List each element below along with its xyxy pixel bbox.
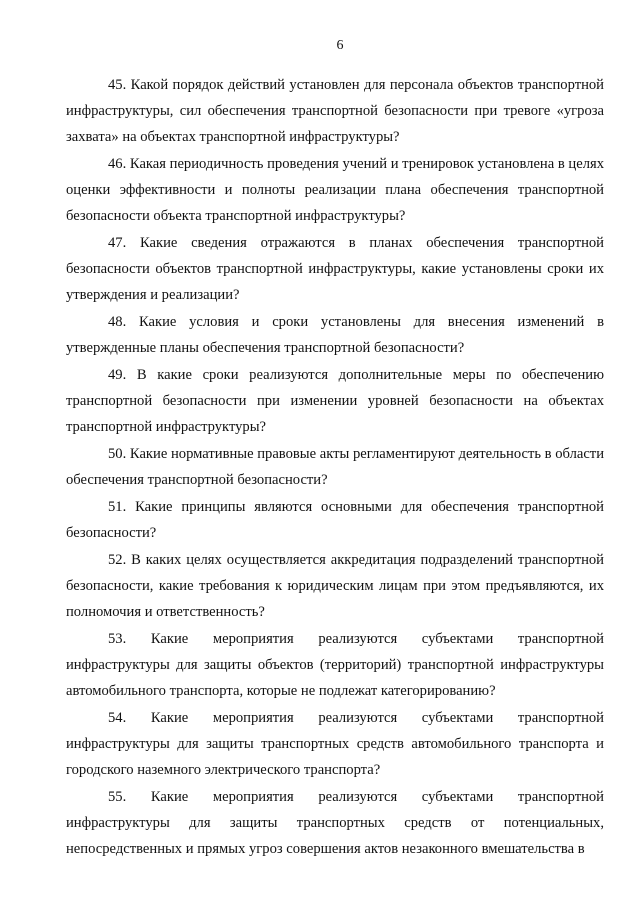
question-47: 47. Какие сведения отражаются в планах обеспечения транспортной безопасности объектов транспортной инфраструктуры, какие установлены сроки их утверждения и реализации?	[66, 235, 604, 303]
question-51: 51. Какие принципы являются основными для обеспечения транспортной безопасности?	[66, 499, 604, 541]
question-53: 53. Какие мероприятия реализуются субъектами транспортной инфраструктуры для защиты объектов (территорий) транспортной инфраструктуры автомобильного транспорта, которые не подлежат категорированию?	[66, 631, 604, 699]
question-49: 49. В какие сроки реализуются дополнительные меры по обеспечению транспортной безопасности при изменении уровней безопасности на объектах транспортной инфраструктуры?	[66, 367, 604, 435]
question-55: 55. Какие мероприятия реализуются субъектами транспортной инфраструктуры для защиты транспортных средств от потенциальных, непосредственных и прямых угроз совершения актов незаконного вмешательства в	[66, 789, 604, 857]
page-number: 6	[336, 38, 344, 53]
question-48: 48. Какие условия и сроки установлены для внесения изменений в утвержденные планы обеспечения транспортной безопасности?	[66, 314, 604, 356]
question-50: 50. Какие нормативные правовые акты регламентируют деятельность в области обеспечения транспортной безопасности?	[66, 446, 604, 488]
question-45: 45. Какой порядок действий установлен для персонала объектов транспортной инфраструктуры, сил обеспечения транспортной безопасности при тревоге «угроза захвата» на объектах транспортной инфраструктуры?	[66, 77, 604, 145]
question-52: 52. В каких целях осуществляется аккредитация подразделений транспортной безопасности, какие требования к юридическим лицам при этом предъявляются, их полномочия и ответственность?	[66, 552, 604, 620]
question-46: 46. Какая периодичность проведения учений и тренировок установлена в целях оценки эффективности и полноты реализации плана обеспечения транспортной безопасности объекта транспортной инфраструктуры?	[66, 156, 604, 224]
question-54: 54. Какие мероприятия реализуются субъектами транспортной инфраструктуры для защиты транспортных средств автомобильного транспорта и городского наземного электрического транспорта?	[66, 710, 604, 778]
